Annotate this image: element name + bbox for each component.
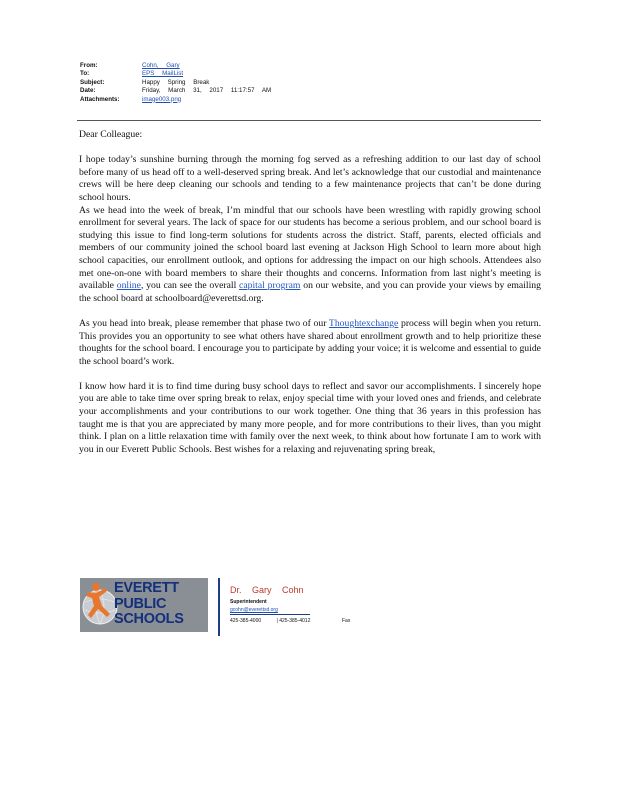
signature-rule (230, 614, 310, 615)
signature-name: Dr. Gary Cohn (230, 585, 304, 595)
logo-line-1: EVERETT (114, 580, 179, 596)
from-value[interactable]: Cohn, Gary (142, 62, 180, 69)
attachments-row (80, 96, 540, 104)
signature-phones (230, 618, 310, 624)
date-value: Friday, March 31, 2017 11:17:57 AM (142, 87, 272, 95)
online-link[interactable]: online (116, 280, 141, 292)
email-signature (80, 578, 550, 638)
capital-program-link[interactable]: capital program (239, 280, 301, 292)
paragraph-2-text-a: As we head into the week of break, I’m mindful that our schools have been wrestling with rapidly growing school enrollment for several years. The lack of space for our students has become a serious problem, and our school board is studying this issue to find long-term solutions for students across the district. Staff, parents, elected officials and members of our community joined the school board last evening at Jackson High School to learn more about high school capacities, our enrollment outlook, and options for addressing the impact on our high schools. Attendees also met one-on-one with board members to share their thoughts and concerns. Information from last night’s meeting is available (79, 204, 541, 292)
date-row (80, 87, 540, 95)
paragraph-3-text-b: process will begin when you return. This provides you an opportunity to see what others have shared about enrollment growth and to help prioritize these thoughts for the school board. I encourage you to participate by adding your voice; it is welcome and essential to guide the school board’s work. (79, 317, 542, 367)
header-divider (77, 120, 541, 121)
attachment-link[interactable]: image003.png (142, 95, 182, 103)
paragraph-4: I know how hard it is to find time during busy school days to reflect and savor our accomplishments. I sincerely hope you are able to take time over spring break to relax, enjoy special time with your loved ones and friends, and celebrate your accomplishments and your contributions to our work together. One thing that 36 years in this profession has taught me is that you are appreciated by many more people, and for more contributions to their lives, than you might think. I plan on a little relaxation time with family over the next week, to think about how fortunate I am to work with you in our Everett Public Schools. Best wishes for a relaxing and rejuvenating spring break, (79, 380, 541, 455)
paragraph-1: I hope today’s sunshine burning through the morning fog served as a refreshing addition to our last day of school before many of us head off to a well-deserved spring break. And let’s acknowledge that our custodial and maintenance crews will be here deep cleaning our schools and tending to a few maintenance projects that can’t be done during school hours. (79, 154, 541, 203)
to-row (80, 70, 540, 78)
paragraph-2 (79, 205, 541, 306)
logo-wordmark (114, 581, 184, 628)
subject-row (80, 79, 540, 87)
paragraph-3 (79, 318, 541, 368)
paragraph-3-text-a: As you head into break, please remember that phase two of our (79, 317, 329, 329)
paragraph-2-text-b: , you can see the overall (140, 280, 240, 292)
signature-divider (218, 578, 220, 636)
phone-1: 425-385-4000 (230, 618, 262, 624)
to-label: To: (80, 70, 90, 78)
phone-2: | 425-385-4012 (276, 618, 311, 624)
fax-label: Fax (342, 618, 351, 624)
paragraph-2-text-c: on our website, and you can provide your views by emailing the school board at schoolboard@everettsd.org. (79, 280, 541, 304)
date-label: Date: (80, 87, 96, 95)
letter-body (79, 129, 541, 456)
logo-line-3: SCHOOLS (114, 611, 184, 627)
from-label: From: (80, 62, 98, 69)
to-value[interactable]: EPS MailList (142, 70, 184, 78)
thoughtexchange-link[interactable]: Thoughtexchange (328, 317, 399, 329)
from-row (80, 62, 540, 70)
subject-value: Happy Spring Break (142, 78, 210, 86)
greeting: Dear Colleague: (79, 129, 143, 140)
subject-label: Subject: (80, 78, 105, 86)
logo-line-2: PUBLIC (114, 595, 167, 612)
email-header (80, 62, 540, 104)
attachments-label: Attachments: (80, 95, 120, 103)
signature-email-link[interactable]: gcohn@everettsd.org (230, 607, 278, 613)
signature-title: Superintendent (230, 599, 267, 605)
everett-public-schools-logo (80, 578, 208, 632)
